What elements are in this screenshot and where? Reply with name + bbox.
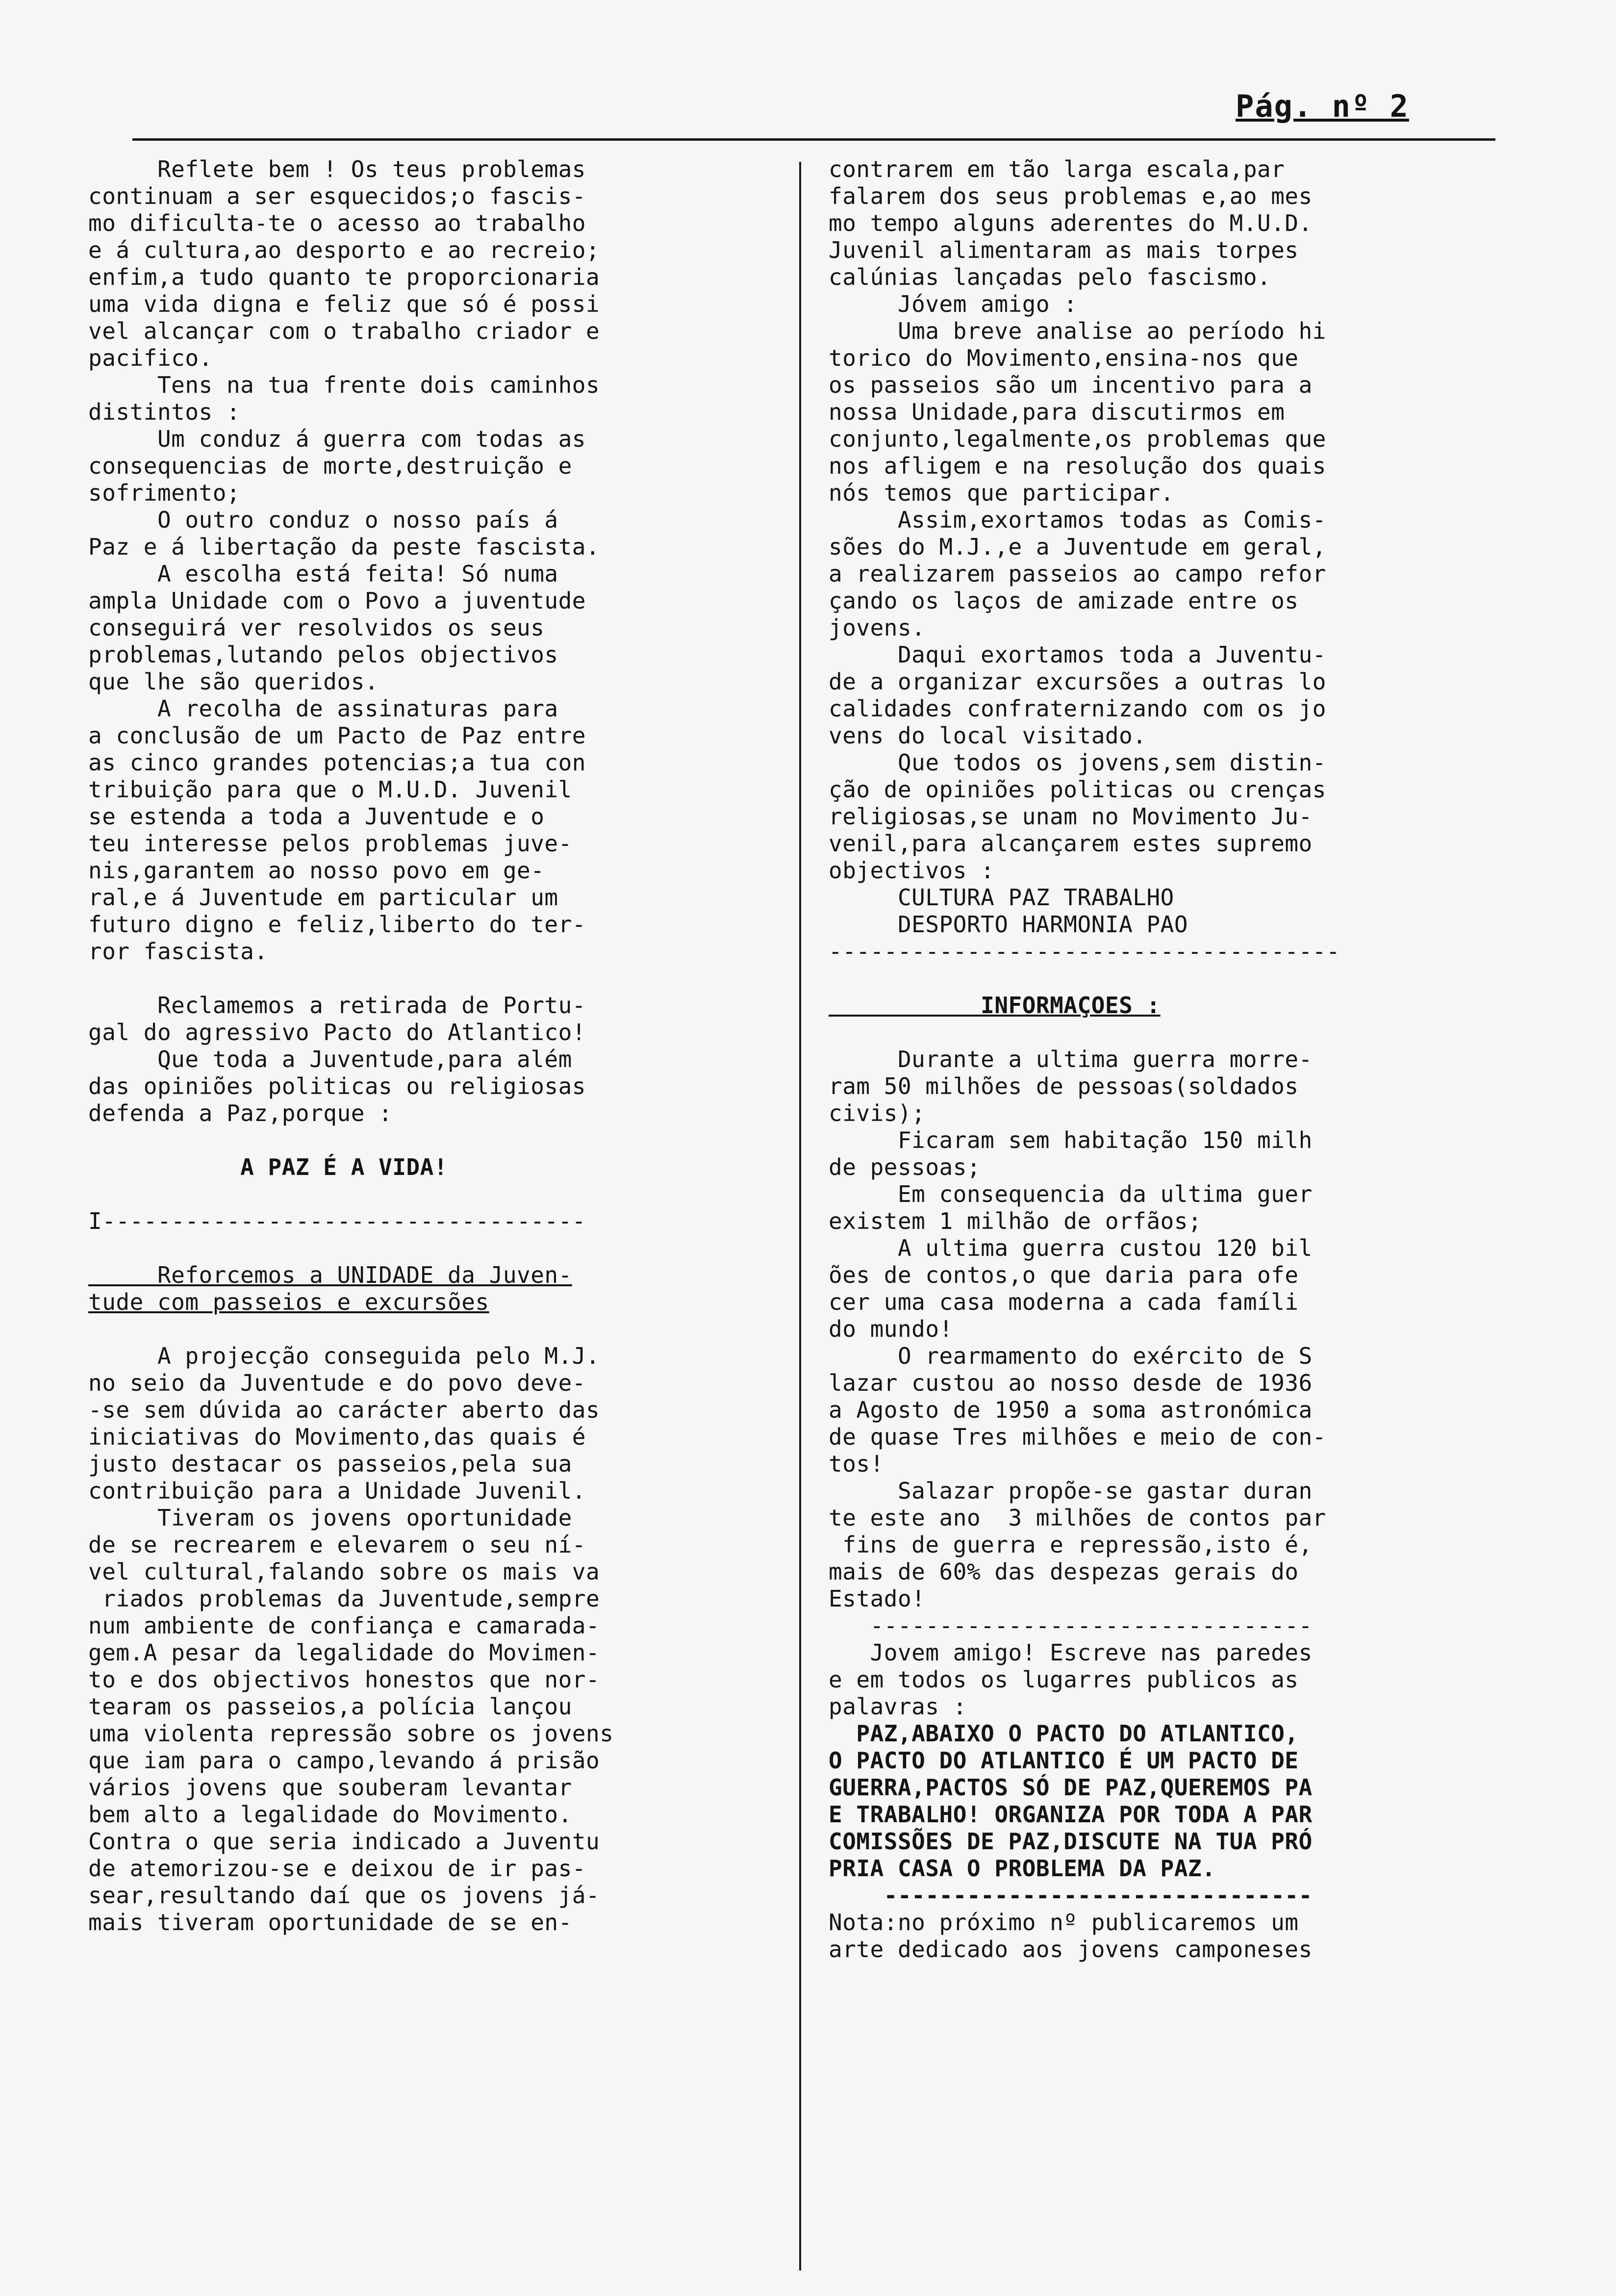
text-line: objectivos : [829,857,995,884]
text-line: defenda a Paz,porque : [88,1100,393,1126]
text-line: justo destacar os passeios,pela sua [88,1451,572,1477]
text-line: ram 50 milhões de pessoas(soldados [829,1073,1299,1099]
text-line: Tens na tua frente dois caminhos [88,372,600,398]
text-line: e em todos os lugarres publicos as [829,1666,1299,1693]
column-divider [799,162,801,2270]
text-line: tude com passeios e excursões [88,1289,489,1315]
text-line: religiosas,se unam no Movimento Ju- [829,803,1313,830]
text-line [829,965,1340,992]
text-line: de se recrearem e elevarem o seu ní- [88,1531,586,1558]
text-line: futuro digno e feliz,liberto do ter- [88,911,586,938]
text-line: de a organizar excursões a outras lo [829,668,1326,695]
text-line: Reclamemos a retirada de Portu- [88,992,586,1019]
text-line: Nota:no próximo nº publicaremos um [829,1909,1299,1936]
text-line: se estenda a toda a Juventude e o [88,803,545,830]
text-line: no seio da Juventude e do povo deve- [88,1370,586,1396]
text-line: to e dos objectivos honestos que nor- [88,1666,600,1693]
text-line: consequencias de morte,destruição e [88,453,572,479]
text-line: jovens. [829,614,926,641]
text-line: contribuição para a Unidade Juvenil. [88,1478,586,1504]
text-line: enfim,a tudo quanto te proporcionaria [88,264,600,290]
text-line: lazar custou ao nosso desde de 1936 [829,1370,1313,1396]
text-line: Jovem amigo! Escreve nas paredes [829,1639,1313,1666]
text-line: GUERRA,PACTOS SÓ DE PAZ,QUEREMOS PA [829,1774,1313,1801]
text-line [88,1235,613,1262]
text-line: A escolha está feita! Só numa [88,561,558,587]
text-line: mais tiveram oportunidade de se en- [88,1909,572,1936]
text-line: Uma breve analise ao período hi [829,318,1326,344]
text-line: Estado! [829,1585,926,1612]
text-line: A ultima guerra custou 120 bil [829,1235,1313,1261]
text-line: A recolha de assinaturas para [88,695,558,722]
text-line: vel alcançar com o trabalho criador e [88,318,600,344]
text-line: palavras : [829,1693,967,1720]
text-line: Ficaram sem habitação 150 milh [829,1127,1313,1153]
text-line: iniciativas do Movimento,das quais é [88,1424,586,1450]
text-line [829,1019,1340,1046]
text-line: gal do agressivo Pacto do Atlantico! [88,1019,586,1046]
text-line: conjunto,legalmente,os problemas que [829,426,1326,452]
text-line: a Agosto de 1950 a soma astronómica [829,1397,1313,1423]
text-line: çando os laços de amizade entre os [829,587,1299,614]
text-line: a realizarem passeios ao campo refor [829,561,1326,587]
text-line: COMISSÕES DE PAZ,DISCUTE NA TUA PRÓ [829,1828,1313,1855]
text-line: as cinco grandes potencias;a tua con [88,749,586,776]
text-line: de quase Tres milhões e meio de con- [829,1424,1326,1450]
text-line: te este ano 3 milhões de contos par [829,1505,1326,1531]
text-line [88,1181,613,1208]
text-line: Reflete bem ! Os teus problemas [88,156,586,182]
text-line: problemas,lutando pelos objectivos [88,641,558,668]
text-line: A projecção conseguida pelo M.J. [88,1343,600,1369]
text-line: Um conduz á guerra com todas as [88,426,586,452]
header-rule [132,138,1495,141]
text-line: conseguirá ver resolvidos os seus [88,614,545,641]
text-line: Contra o que seria indicado a Juventu [88,1828,600,1855]
text-line: Em consequencia da ultima guer [829,1181,1313,1207]
text-line: existem 1 milhão de orfãos; [829,1208,1202,1234]
text-line: de atemorizou-se e deixou de ir pas- [88,1855,586,1882]
text-line [88,1127,613,1154]
text-line: A PAZ É A VIDA! [88,1154,448,1180]
text-line: mais de 60% das despezas gerais do [829,1558,1299,1585]
text-line: sões do M.J.,e a Juventude em geral, [829,534,1326,560]
text-line: Salazar propõe-se gastar duran [829,1478,1313,1504]
text-line: do mundo! [829,1316,953,1342]
text-line: O rearmamento do exército de S [829,1343,1313,1369]
text-line: -------------------------------- [829,1612,1313,1639]
text-line: de pessoas; [829,1154,981,1180]
text-line: fins de guerra e repressão,isto é, [829,1531,1313,1558]
text-line: nos afligem e na resolução dos quais [829,453,1326,479]
text-line: tearam os passeios,a polícia lançou [88,1693,572,1720]
text-line: civis); [829,1100,926,1126]
text-line: que lhe são queridos. [88,668,379,695]
left-column [88,156,613,1936]
text-line [88,965,613,992]
text-line: Reforcemos a UNIDADE da Juven- [88,1262,572,1288]
text-line: os passeios são um incentivo para a [829,372,1313,398]
text-line: pacifico. [88,345,213,371]
text-line: ral,e á Juventude em particular um [88,884,558,911]
text-line: que iam para o campo,levando á prisão [88,1747,600,1774]
text-line: Paz e á libertação da peste fascista. [88,534,600,560]
text-line: contrarem em tão larga escala,par [829,156,1285,182]
text-line: vel cultural,falando sobre os mais va [88,1558,600,1585]
text-line: tribuição para que o M.U.D. Juvenil [88,776,572,803]
text-line: e á cultura,ao desporto e ao recreio; [88,237,600,263]
text-line: Tiveram os jovens oportunidade [88,1505,572,1531]
text-line: arte dedicado aos jovens camponeses [829,1936,1313,1963]
text-line: ror fascista. [88,938,268,965]
text-line: ------------------------------------- [829,938,1340,965]
text-line: tos! [829,1451,884,1477]
text-line: O outro conduz o nosso país á [88,507,558,533]
text-line: venil,para alcançarem estes supremo [829,830,1313,857]
text-line: sear,resultando daí que os jovens já- [88,1882,600,1909]
text-line: mo dificulta-te o acesso ao trabalho [88,210,586,236]
text-line: -se sem dúvida ao carácter aberto das [88,1397,600,1423]
text-line [88,1316,613,1343]
text-line: riados problemas da Juventude,sempre [88,1585,600,1612]
text-line: DESPORTO HARMONIA PAO [829,911,1188,938]
text-line: calúnias lançadas pelo fascismo. [829,264,1271,290]
right-column [829,156,1340,1963]
text-line: a conclusão de um Pacto de Paz entre [88,722,586,749]
text-line: Juvenil alimentaram as mais torpes [829,237,1299,263]
text-line: O PACTO DO ATLANTICO É UM PACTO DE [829,1747,1299,1774]
text-line: PAZ,ABAIXO O PACTO DO ATLANTICO, [829,1720,1299,1747]
text-line: ------------------------------- [829,1882,1313,1909]
text-line: uma violenta repressão sobre os jovens [88,1720,614,1747]
text-line: E TRABALHO! ORGANIZA POR TODA A PAR [829,1801,1313,1828]
text-line: continuam a ser esquecidos;o fascis- [88,183,586,209]
text-line: Assim,exortamos todas as Comis- [829,507,1326,533]
text-line: torico do Movimento,ensina-nos que [829,345,1299,371]
page-number: Pág. nº 2 [1236,88,1409,124]
text-line: das opiniões politicas ou religiosas [88,1073,586,1099]
text-line: ção de opiniões politicas ou crenças [829,776,1326,803]
text-line: distintos : [88,399,241,425]
text-line: Daqui exortamos toda a Juventu- [829,641,1326,668]
text-line: nis,garantem ao nosso povo em ge- [88,857,545,884]
text-line: cer uma casa moderna a cada famíli [829,1289,1299,1315]
text-line: CULTURA PAZ TRABALHO [829,884,1174,911]
text-line: ões de contos,o que daria para ofe [829,1262,1299,1288]
text-line: calidades confraternizando com os jo [829,695,1326,722]
text-line: teu interesse pelos problemas juve- [88,830,572,857]
text-line: PRIA CASA O PROBLEMA DA PAZ. [829,1855,1216,1882]
text-line: INFORMAÇOES : [829,992,1161,1019]
text-line: bem alto a legalidade do Movimento. [88,1801,572,1828]
text-line: Durante a ultima guerra morre- [829,1046,1313,1072]
text-line: Que todos os jovens,sem distin- [829,749,1326,776]
text-line: I----------------------------------- [88,1208,586,1234]
text-line: Jóvem amigo : [829,291,1078,317]
text-line: num ambiente de confiança e camarada- [88,1612,600,1639]
text-line: sofrimento; [88,480,241,506]
text-line: vários jovens que souberam levantar [88,1774,572,1801]
text-line: gem.A pesar da legalidade do Movimen- [88,1639,600,1666]
text-line: Que toda a Juventude,para além [88,1046,572,1072]
text-line: vens do local visitado. [829,722,1147,749]
text-line: falarem dos seus problemas e,ao mes [829,183,1313,209]
text-line: mo tempo alguns aderentes do M.U.D. [829,210,1313,236]
text-line: ampla Unidade com o Povo a juventude [88,587,586,614]
text-line: nós temos que participar. [829,480,1174,506]
text-line: uma vida digna e feliz que só é possi [88,291,600,317]
text-line: nossa Unidade,para discutirmos em [829,399,1285,425]
